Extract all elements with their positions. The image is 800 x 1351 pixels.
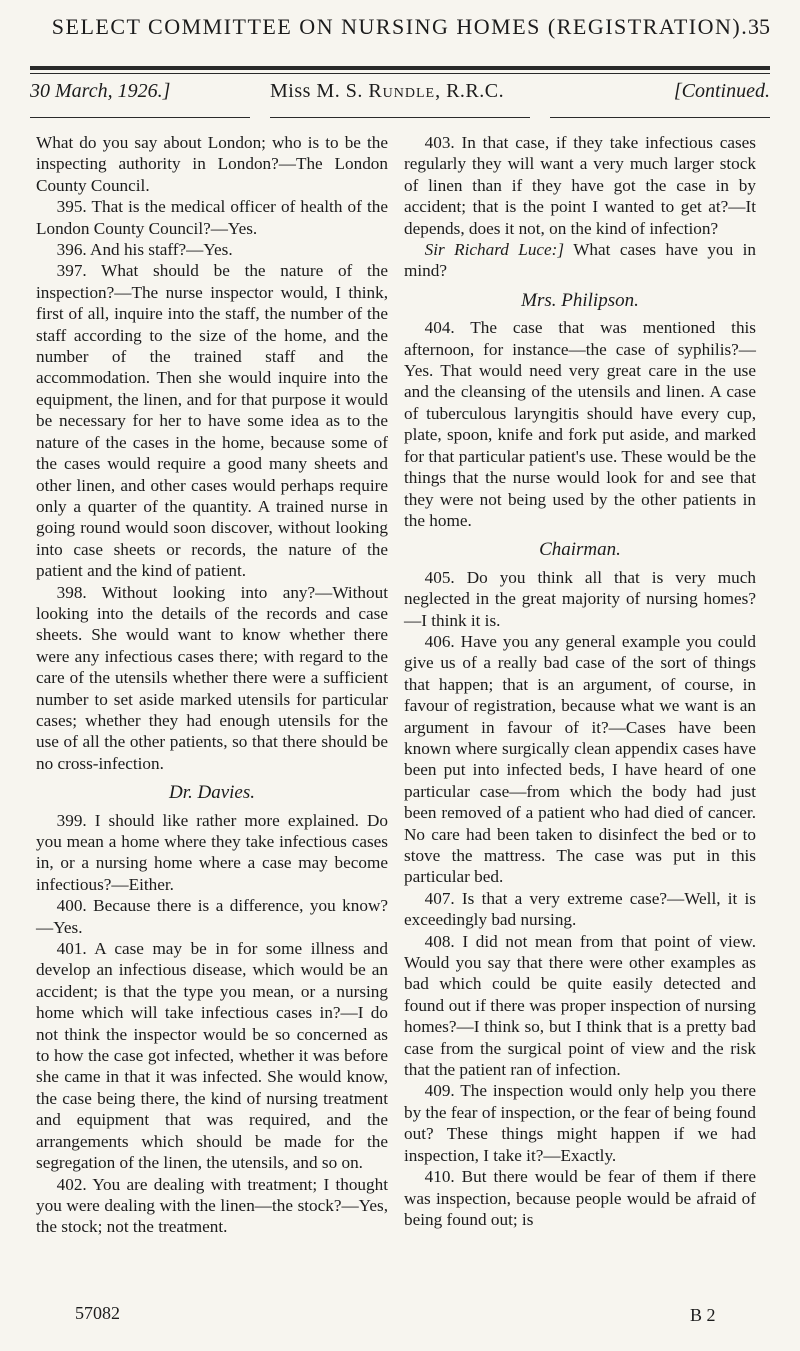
question-397: 397. What should be the nature of the inspection?—The nurse inspector would, I think, first of all, inquire into the staff, the number of the staff according to the size of the home, and the number of the trained staff and the accommodation. Then she would inquire into the equipment, the linen, and for that purpose it would be necessary for her to have some idea as to the nature of the cases in the home, because some of the cases would require a good many sheets and other linen, and other cases would perhaps require only a quarter of the quantity. A trained nurse in going round would soon discover, without looking into case sheets or records, the nature of the patient and the kind of patient. — [36, 261, 388, 581]
subhead-rule-left — [30, 117, 250, 118]
subhead-rule-center — [270, 117, 530, 118]
question-401: 401. A case may be in for some illness and develop an infectious disease, which would be an accident; is that the type you mean, or a nursing home which will take infectious cases in?—I do not think the inspector would be so concerned as to how the case got infected, whether it was before she came in that it was infected. She would know, the case being there, the kind of nursing treatment and equipment that was required, and the arrangements which should be made for the segregation of the linen, the utensils, and so on. — [36, 939, 388, 1173]
sitting-date: 30 March, 1926.] — [30, 80, 171, 102]
question-395: 395. That is the medical officer of health of the London County Council?—Yes. — [36, 197, 388, 238]
speaker-heading: Mrs. Philipson. — [521, 289, 639, 311]
running-title: SELECT COMMITTEE ON NURSING HOMES (REGISTRATION). — [51, 14, 749, 39]
question-407: 407. Is that a very extreme case?—Well, it is exceedingly bad nursing. — [404, 888, 756, 930]
question-404: 404. The case that was mentioned this afternoon, for instance—the case of syphilis?—Yes. That would need very great care in the use and the cleansing of the utensils and linen. A case of tuberculous laryngitis should have every cup, plate, spoon, knife and fork put aside, and marked for that particular patient's use. These would be the things that the nurse would look for and see that they were not being used by the other patients in the home. — [404, 318, 756, 530]
question-400: 400. Because there is a difference, you know?—Yes. — [36, 896, 388, 937]
left-column — [36, 132, 388, 1238]
question-398: 398. Without looking into any?—Without looking into the details of the records and case sheets. She would want to know whether there were any infectious cases there; with regard to the care of the utensils whether there were a sufficient number to set aside marked utensils for particular cases; whether they had enough utensils for the use of all the other patients, so that there should be no cross-infection. — [36, 582, 388, 773]
page-number: 35 — [748, 14, 770, 39]
header-rule-thin — [30, 73, 770, 74]
question-403: 403. In that case, if they take infectious cases regularly they will want a very much larger stock of linen than if they have got the case in by accident; that is the point I wanted to get at?—It depends, does it not, on the kind of infection? — [404, 133, 756, 238]
speaker-heading: Chairman. — [539, 539, 621, 561]
interjection-paragraph — [404, 239, 756, 282]
signature-mark: B 2 — [690, 1305, 716, 1325]
question-409: 409. The inspection would only help you there by the fear of inspection, or the fear of being found out? These things might happen if we had inspection, I take it?—Exactly. — [404, 1081, 756, 1165]
interjection-text: What cases have you in mind? — [404, 240, 756, 281]
witness-heading — [270, 80, 504, 103]
question-410: 410. But there would be fear of them if there was inspection, because people would be afraid of being found out; is — [404, 1167, 756, 1229]
subhead-rule-right — [550, 117, 770, 118]
speaker-heading: Dr. Davies. — [168, 782, 256, 804]
interjection-speaker: Sir Richard Luce:] — [424, 240, 565, 260]
question-408: 408. I did not mean from that point of view. Would you say that there were other examples as bad which could be quite easily detected and found out if there was proper inspection of nursing homes?—I think so, but I think that is a pretty bad case from the surgical point of view and the risk that the patient ran of infection. — [404, 931, 756, 1080]
question-399: 399. I should like rather more explained. Do you mean a home where they take infectious cases in, or a nursing home where a case may become infectious?—Either. — [36, 810, 388, 894]
right-column — [404, 132, 756, 1230]
witness-suffix: , R.R.C. — [435, 80, 505, 102]
question-paragraph: What do you say about London; who is to be the inspecting authority in London?—The London County Council. — [36, 133, 388, 195]
question-402: 402. You are dealing with treatment; I thought you were dealing with the linen—the stock?—Yes, the stock; not the treatment. — [36, 1174, 388, 1237]
question-396: 396. And his staff?—Yes. — [56, 240, 233, 260]
witness-prefix: Miss M. S. — [270, 80, 363, 102]
continued-marker: [Continued. — [673, 80, 770, 102]
print-code: 57082 — [75, 1303, 120, 1323]
question-405: 405. Do you think all that is very much neglected in the great majority of nursing homes?—I think it is. — [404, 567, 756, 630]
header-rule-thick — [30, 66, 770, 70]
witness-name: Rundle — [368, 80, 436, 102]
question-406: 406. Have you any general example you could give us of a really bad case of the sort of things that happen; that is an argument, of course, in favour of registration, because what we want is an argument in favour of it?—Cases have been known where surgically clean appendix cases have been put into infected beds, I have heard of one particular case—from which the body had just been removed of a patient who had died of cancer. No care had been taken to disinfect the bed or to stove the mattress. The case was put in this particular bed. — [404, 631, 756, 887]
